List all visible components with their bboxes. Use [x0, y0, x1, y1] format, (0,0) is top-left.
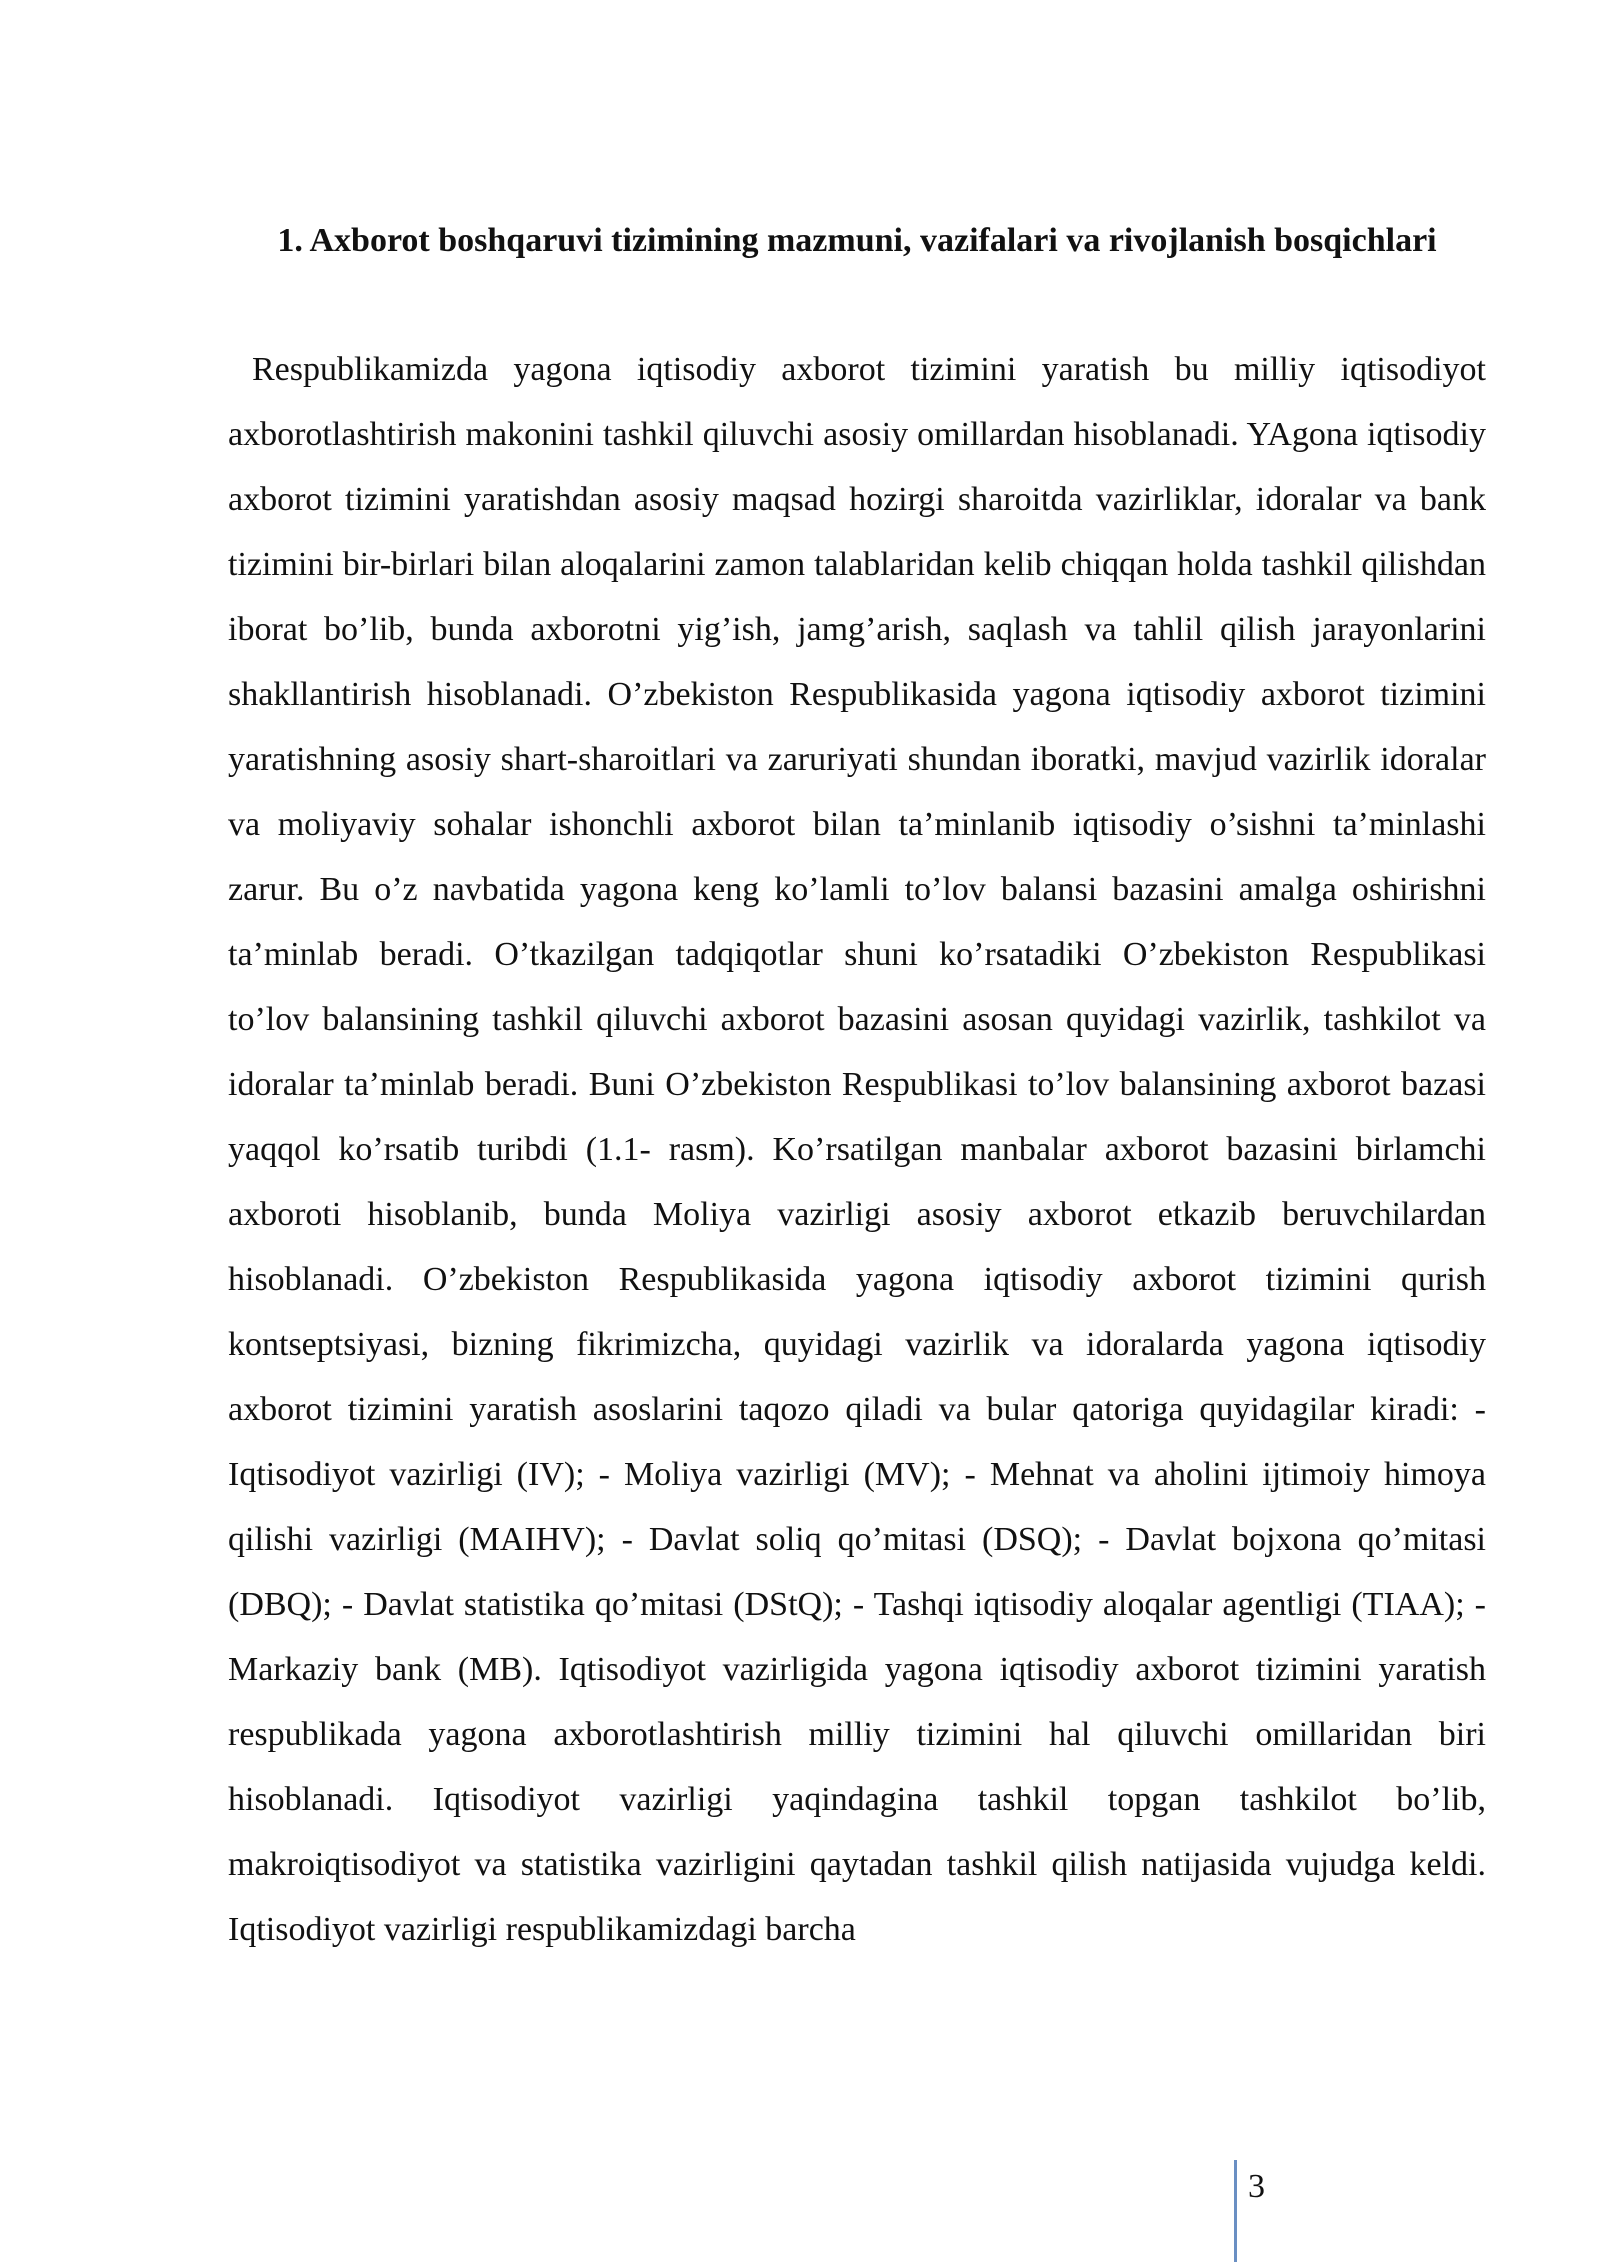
body-paragraph: Respublikamizda yagona iqtisodiy axborot tizimini yaratish bu milliy iqtisodiyot axborotlashtirish makonini tashkil qiluvchi asosiy omillardan hisoblanadi. YAgona iqtisodiy axborot tizimini yaratishdan asosiy maqsad hozirgi sharoitda vazirliklar, idoralar va bank tizimini bir-birlari bilan aloqalarini zamon talablaridan kelib chiqqan holda tashkil qilishdan iborat bo’lib, bunda axborotni yig’ish, jamg’arish, saqlash va tahlil qilish jarayonlarini shakllantirish hisoblanadi. O’zbekiston Respublikasida yagona iqtisodiy axborot tizimini yaratishning asosiy shart-sharoitlari va zaruriyati shundan iboratki, mavjud vazirlik idoralar va moliyaviy sohalar ishonchli axborot bilan ta’minlanib iqtisodiy o’sishni ta’minlashi zarur. Bu o’z navbatida yagona keng ko’lamli to’lov balansi bazasini amalga oshirishni ta’minlab beradi. O’tkazilgan tadqiqotlar shuni ko’rsatadiki O’zbekiston Respublikasi to’lov balansining tashkil qiluvchi axborot bazasini asosan quyidagi vazirlik, tashkilot va idoralar ta’minlab beradi. Buni O’zbekiston Respublikasi to’lov balansining axborot bazasi yaqqol ko’rsatib turibdi (1.1- rasm). Ko’rsatilgan manbalar axborot bazasini birlamchi axboroti hisoblanib, bunda Moliya vazirligi asosiy axborot etkazib beruvchilardan hisoblanadi. O’zbekiston Respublikasida yagona iqtisodiy axborot tizimini qurish kontseptsiyasi, bizning fikrimizcha, quyidagi vazirlik va idoralarda yagona iqtisodiy axborot tizimini yaratish asoslarini taqozo qiladi va bular qatoriga quyidagilar kiradi: - Iqtisodiyot vazirligi (IV); - Moliya vazirligi (MV); - Mehnat va aholini ijtimoiy himoya qilishi vazirligi (MAIHV); - Davlat soliq qo’mitasi (DSQ); - Davlat bojxona qo’mitasi (DBQ); - Davlat statistika qo’mitasi (DStQ); - Tashqi iqtisodiy aloqalar agentligi (TIAA); - Markaziy bank (MB). Iqtisodiyot vazirligida yagona iqtisodiy axborot tizimini yaratish respublikada yagona axborotlashtirish milliy tizimini hal qiluvchi omillaridan biri hisoblanadi. Iqtisodiyot vazirligi yaqindagina tashkil topgan tashkilot bo’lib, makroiqtisodiyot va statistika vazirligini qaytadan tashkil qilish natijasida vujudga keldi. Iqtisodiyot vazirligi respublikamizdagi barcha [228, 351, 1486, 1948]
page-number: 3 [1248, 2168, 1265, 2205]
section-heading: 1. Axborot boshqaruvi tizimining mazmuni, vazifalari va rivojlanish bosqichlari [277, 222, 1437, 259]
page-number-rule [1234, 2160, 1237, 2262]
